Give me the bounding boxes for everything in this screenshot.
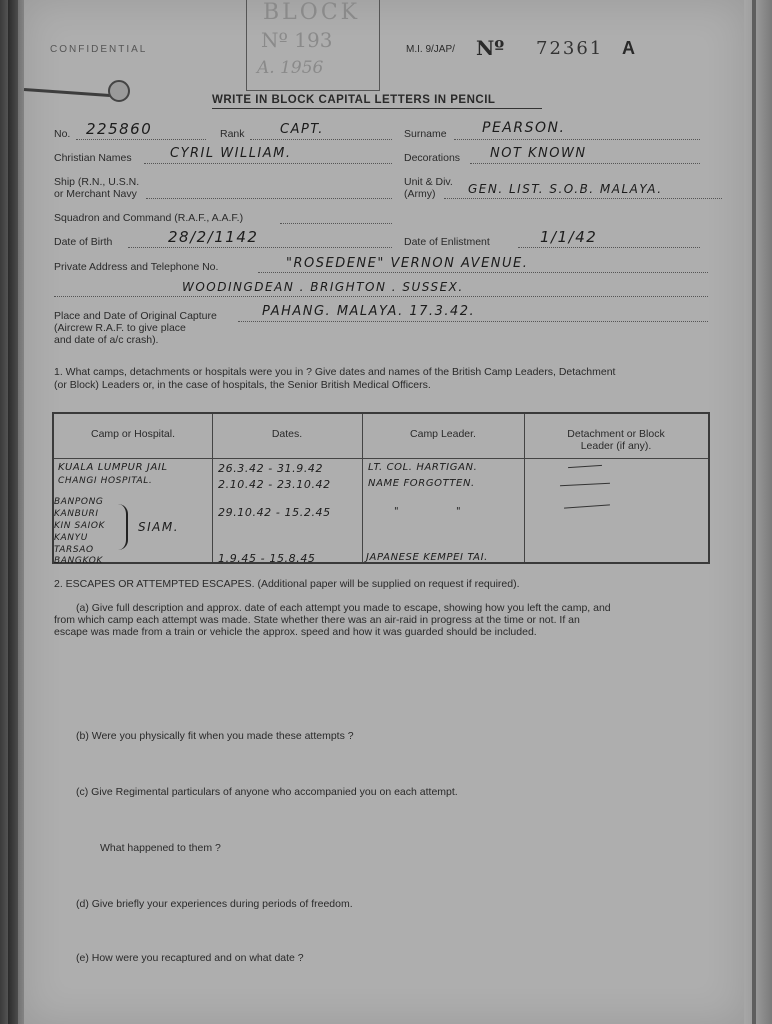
unit-label-line1: Unit & Div.: [404, 176, 453, 188]
camp-entry: BANGKOK: [54, 556, 103, 566]
header-leader: Camp Leader.: [410, 428, 476, 440]
rank-label: Rank: [220, 128, 245, 140]
camp-entry: BANPONG: [54, 497, 104, 507]
camp-entry: KANBURI: [54, 509, 99, 519]
question-2d: (d) Give briefly your experiences during periods of freedom.: [76, 898, 353, 910]
squadron-label: Squadron and Command (R.A.F., A.A.F.): [54, 212, 244, 224]
siam-label: SIAM.: [138, 520, 180, 534]
surname-line: [454, 139, 700, 140]
question-2a-line2: from which camp each attempt was made. State whether there was an air-raid in progress at the time or not. If an: [54, 614, 580, 626]
camps-table: [52, 412, 710, 564]
decorations-value: NOT KNOWN: [490, 146, 587, 161]
form-reference: M.I. 9/JAP/: [406, 44, 455, 55]
form-sheet: [24, 0, 744, 1024]
question-2a-line1: (a) Give full description and approx. date of each attempt you made to escape, showing how you left the camp, and: [76, 602, 611, 614]
camp-entry: CHANGI HOSPITAL.: [58, 476, 153, 486]
question-2e: (e) How were you recaptured and on what date ?: [76, 952, 304, 964]
christian-names-label: Christian Names: [54, 152, 132, 164]
surname-value: PEARSON.: [482, 120, 566, 136]
christian-names-value: CYRIL WILLIAM.: [170, 146, 292, 161]
dash-mark: [560, 483, 610, 487]
page-edge-strip: [752, 0, 756, 1024]
leader-entry: ": [394, 506, 400, 517]
enlistment-line: [518, 247, 700, 248]
leader-entry: ": [456, 506, 462, 517]
address-line-2: [54, 296, 708, 297]
leader-entry: LT. COL. HARTIGAN.: [368, 462, 478, 473]
header-dates: Dates.: [271, 428, 303, 440]
no-label: No.: [54, 128, 71, 140]
form-number: 72361: [536, 38, 604, 59]
table-header-divider: [54, 458, 708, 459]
address-line-1: [258, 272, 708, 273]
dash-mark: [564, 504, 610, 508]
instruction-underline: [212, 108, 542, 109]
header-camp: Camp or Hospital.: [90, 428, 176, 440]
unit-value: GEN. LIST. S.O.B. MALAYA.: [468, 182, 663, 196]
dates-entry: 1.9.45 - 15.8.45: [218, 552, 316, 565]
dob-label: Date of Birth: [54, 236, 113, 248]
ship-label-line2: or Merchant Navy: [54, 188, 137, 200]
form-instruction: WRITE IN BLOCK CAPITAL LETTERS IN PENCIL: [212, 94, 496, 106]
address-value-line1: "ROSEDENE" VERNON AVENUE.: [286, 256, 529, 271]
squadron-line: [280, 223, 392, 224]
page-stack-right-edge: [742, 0, 772, 1024]
brace-mark: [118, 504, 128, 550]
enlistment-value: 1/1/42: [540, 228, 598, 246]
address-value-line2: WOODINGDEAN . BRIGHTON . SUSSEX.: [182, 280, 464, 294]
dash-mark: [568, 465, 602, 468]
unit-label-line2: (Army): [404, 188, 436, 200]
binder-string: [24, 88, 110, 97]
stamp-line-1: BLOCK: [263, 0, 361, 25]
christian-names-line: [144, 163, 392, 164]
number-symbol: Nº: [476, 36, 505, 60]
binder-left-edge: [0, 0, 26, 1024]
dates-entry: 2.10.42 - 23.10.42: [218, 478, 331, 491]
leader-entry: JAPANESE KEMPEI TAI.: [366, 552, 488, 563]
question-2b: (b) Were you physically fit when you made these attempts ?: [76, 730, 354, 742]
surname-label: Surname: [404, 128, 447, 140]
decorations-label: Decorations: [404, 152, 461, 164]
capture-label-line1: Place and Date of Original Capture: [54, 310, 217, 322]
question-2c: (c) Give Regimental particulars of anyone who accompanied you on each attempt.: [76, 786, 458, 798]
dates-entry: 29.10.42 - 15.2.45: [218, 506, 331, 519]
header-detachment-1: Detachment or Block: [567, 428, 665, 440]
no-value: 225860: [86, 120, 153, 138]
enlistment-label: Date of Enlistment: [404, 236, 490, 248]
question-1-line1: 1. What camps, detachments or hospitals were you in ? Give dates and names of the British Camp Leaders, Detachment: [54, 366, 616, 378]
capture-label-line3: and date of a/c crash).: [54, 334, 159, 346]
capture-line: [238, 321, 708, 322]
camp-entry: KUALA LUMPUR JAIL: [58, 462, 168, 473]
stamp-line-3: A. 1956: [257, 58, 324, 78]
leader-entry: NAME FORGOTTEN.: [368, 478, 475, 489]
ship-line: [146, 198, 392, 199]
question-2-heading: 2. ESCAPES OR ATTEMPTED ESCAPES. (Additional paper will be supplied on request if required).: [54, 578, 520, 590]
question-2a-line3: escape was made from a train or vehicle the approx. speed and how it was guarded should be included.: [54, 626, 537, 638]
no-line: [76, 139, 206, 140]
dob-line: [128, 247, 392, 248]
decorations-line: [470, 163, 700, 164]
binder-ring: [108, 80, 130, 102]
header-detachment-2: Leader (if any).: [580, 440, 652, 452]
capture-label-line2: (Aircrew R.A.F. to give place: [54, 322, 186, 334]
camp-entry: KIN SAIOK: [54, 521, 106, 531]
ship-label-line1: Ship (R.N., U.S.N.: [54, 176, 140, 188]
block-stamp: [246, 0, 380, 91]
capture-value: PAHANG. MALAYA. 17.3.42.: [262, 304, 476, 319]
series-letter: A: [622, 38, 635, 58]
rank-line: [250, 139, 392, 140]
question-1-line2: (or Block) Leaders or, in the case of hospitals, the Senior British Medical Officers.: [54, 379, 431, 391]
dates-entry: 26.3.42 - 31.9.42: [218, 462, 324, 475]
classification-mark: CONFIDENTIAL: [50, 44, 148, 55]
question-2c-followup: What happened to them ?: [100, 842, 221, 854]
dob-value: 28/2/1142: [168, 228, 259, 246]
address-label: Private Address and Telephone No.: [54, 261, 219, 273]
stamp-line-2: Nº 193: [261, 28, 333, 52]
unit-line: [444, 198, 722, 199]
camp-entry: KANYU: [54, 533, 88, 543]
camp-entry: TARSAO: [54, 545, 94, 555]
rank-value: CAPT.: [280, 122, 324, 137]
binder-spine: [8, 0, 18, 1024]
